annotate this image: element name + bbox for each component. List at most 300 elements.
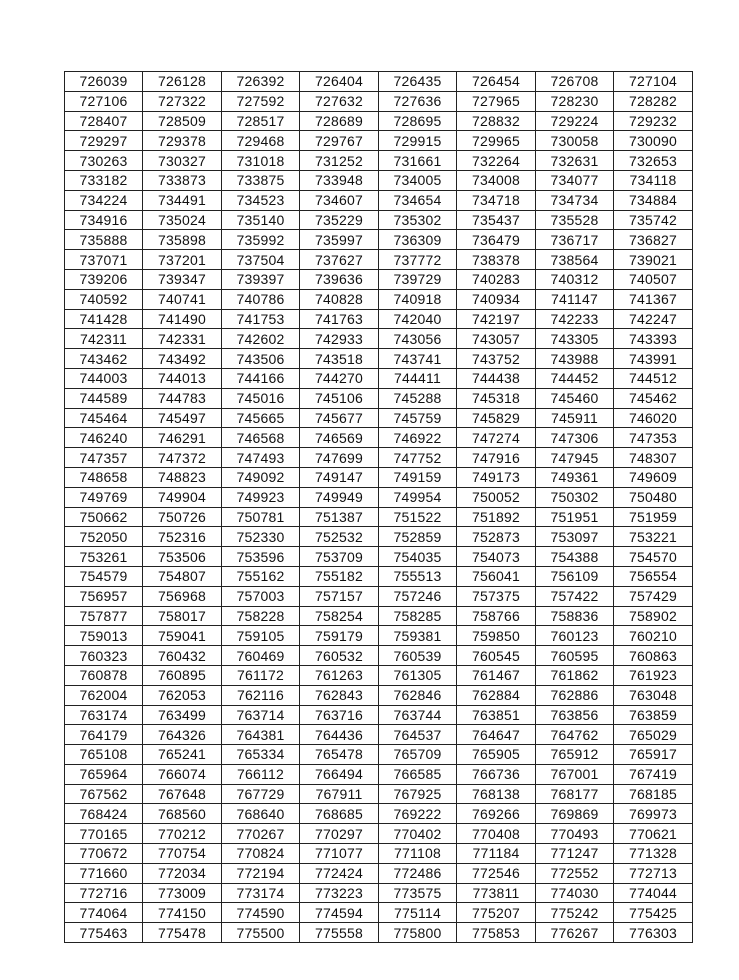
table-cell: 758017 [143,606,222,626]
table-cell: 756957 [65,586,143,606]
table-cell: 728230 [536,91,614,111]
table-cell: 742233 [536,309,614,329]
table-cell: 735898 [143,230,222,250]
table-cell: 731252 [300,151,379,171]
table-cell: 749147 [300,467,379,487]
table-cell: 728282 [614,91,693,111]
table-cell: 763716 [300,705,379,725]
table-cell: 734607 [300,190,379,210]
table-cell: 772486 [379,863,457,883]
table-cell: 760545 [457,646,536,666]
table-cell: 760123 [536,626,614,646]
table-cell: 757003 [222,586,300,606]
table-cell: 739021 [614,250,693,270]
table-cell: 746020 [614,408,693,428]
table-cell: 774150 [143,903,222,923]
table-row [65,646,693,666]
table-cell: 733873 [143,170,222,190]
table-row [65,170,693,190]
table-cell: 750662 [65,507,143,527]
table-cell: 759105 [222,626,300,646]
table-row [65,349,693,369]
table-cell: 736479 [457,230,536,250]
table-cell: 745016 [222,388,300,408]
table-cell: 734523 [222,190,300,210]
table-row [65,250,693,270]
table-cell: 770493 [536,824,614,844]
table-cell: 731018 [222,151,300,171]
table-cell: 729468 [222,131,300,151]
table-cell: 741428 [65,309,143,329]
table-cell: 756041 [457,566,536,586]
table-cell: 753221 [614,527,693,547]
table-cell: 743741 [379,349,457,369]
table-cell: 739397 [222,269,300,289]
table-cell: 751522 [379,507,457,527]
table-cell: 741490 [143,309,222,329]
table-cell: 766074 [143,764,222,784]
table-cell: 767925 [379,784,457,804]
table-row [65,269,693,289]
table-cell: 769973 [614,804,693,824]
table-cell: 756554 [614,566,693,586]
table-row [65,368,693,388]
table-cell: 757375 [457,586,536,606]
table-cell: 745464 [65,408,143,428]
table-cell: 760532 [300,646,379,666]
table-row [65,844,693,864]
table-cell: 737627 [300,250,379,270]
table-cell: 770754 [143,844,222,864]
table-cell: 735992 [222,230,300,250]
table-cell: 759179 [300,626,379,646]
table-row [65,467,693,487]
table-cell: 759041 [143,626,222,646]
table-cell: 735024 [143,210,222,230]
table-cell: 749949 [300,487,379,507]
table-cell: 740312 [536,269,614,289]
table-cell: 746922 [379,428,457,448]
table-cell: 744003 [65,368,143,388]
table-cell: 728517 [222,111,300,131]
table-cell: 754388 [536,547,614,567]
table-cell: 738378 [457,250,536,270]
table-cell: 761923 [614,665,693,685]
table-cell: 770402 [379,824,457,844]
table-cell: 765912 [536,745,614,765]
table-cell: 737201 [143,250,222,270]
table-cell: 743057 [457,329,536,349]
table-cell: 747752 [379,448,457,468]
table-cell: 760469 [222,646,300,666]
table-cell: 733875 [222,170,300,190]
table-cell: 742311 [65,329,143,349]
table-cell: 749923 [222,487,300,507]
table-cell: 734224 [65,190,143,210]
table-cell: 762846 [379,685,457,705]
table-cell: 745318 [457,388,536,408]
table-row [65,586,693,606]
table-cell: 768640 [222,804,300,824]
table-cell: 728695 [379,111,457,131]
table-cell: 744452 [536,368,614,388]
table-cell: 733948 [300,170,379,190]
table-cell: 752050 [65,527,143,547]
table-cell: 727592 [222,91,300,111]
table-cell: 729232 [614,111,693,131]
table-cell: 751959 [614,507,693,527]
table-cell: 728509 [143,111,222,131]
table-cell: 742247 [614,309,693,329]
table-cell: 753097 [536,527,614,547]
table-row [65,408,693,428]
table-cell: 758228 [222,606,300,626]
table-row [65,329,693,349]
table-cell: 733182 [65,170,143,190]
table-cell: 746240 [65,428,143,448]
table-cell: 773009 [143,883,222,903]
table-row [65,230,693,250]
table-cell: 772194 [222,863,300,883]
table-cell: 774044 [614,883,693,903]
table-cell: 753709 [300,547,379,567]
table-cell: 750480 [614,487,693,507]
table-row [65,527,693,547]
table-cell: 734916 [65,210,143,230]
table-cell: 747945 [536,448,614,468]
table-cell: 757429 [614,586,693,606]
table-cell: 761172 [222,665,300,685]
table-row [65,388,693,408]
table-cell: 762116 [222,685,300,705]
table-row [65,665,693,685]
table-cell: 758766 [457,606,536,626]
table-cell: 729297 [65,131,143,151]
table-cell: 750052 [457,487,536,507]
table-cell: 729915 [379,131,457,151]
table-cell: 773223 [300,883,379,903]
table-cell: 775853 [457,923,536,943]
table-cell: 734884 [614,190,693,210]
table-cell: 757877 [65,606,143,626]
table-cell: 771660 [65,863,143,883]
table-cell: 757246 [379,586,457,606]
table-cell: 765108 [65,745,143,765]
table-cell: 728689 [300,111,379,131]
table-cell: 762843 [300,685,379,705]
table-cell: 744589 [65,388,143,408]
table-cell: 741147 [536,289,614,309]
table-cell: 727322 [143,91,222,111]
table-row [65,764,693,784]
table-cell: 739347 [143,269,222,289]
table-cell: 753506 [143,547,222,567]
table-cell: 744166 [222,368,300,388]
table-cell: 745460 [536,388,614,408]
table-cell: 766112 [222,764,300,784]
table-cell: 736827 [614,230,693,250]
table-cell: 726454 [457,72,536,92]
table-cell: 775114 [379,903,457,923]
table-cell: 737772 [379,250,457,270]
table-cell: 760863 [614,646,693,666]
table-cell: 763499 [143,705,222,725]
table-cell: 757422 [536,586,614,606]
table-cell: 764326 [143,725,222,745]
table-cell: 755513 [379,566,457,586]
table-cell: 735229 [300,210,379,230]
table-row [65,824,693,844]
table-cell: 754579 [65,566,143,586]
table-cell: 766494 [300,764,379,784]
table-cell: 726435 [379,72,457,92]
table-cell: 727636 [379,91,457,111]
table-cell: 760323 [65,646,143,666]
table-cell: 762053 [143,685,222,705]
table-cell: 727104 [614,72,693,92]
table-cell: 769266 [457,804,536,824]
table-cell: 773811 [457,883,536,903]
table-cell: 747306 [536,428,614,448]
table-cell: 730090 [614,131,693,151]
table-cell: 755162 [222,566,300,586]
table-row [65,448,693,468]
table-row [65,626,693,646]
table-cell: 735888 [65,230,143,250]
table-cell: 743462 [65,349,143,369]
table-cell: 762884 [457,685,536,705]
table-cell: 763851 [457,705,536,725]
table-cell: 760539 [379,646,457,666]
table-cell: 742602 [222,329,300,349]
table-cell: 770267 [222,824,300,844]
table-cell: 743518 [300,349,379,369]
table-cell: 729965 [457,131,536,151]
table-cell: 745106 [300,388,379,408]
table-cell: 751951 [536,507,614,527]
table-cell: 760210 [614,626,693,646]
table-cell: 760878 [65,665,143,685]
table-cell: 767729 [222,784,300,804]
table-cell: 749954 [379,487,457,507]
table-cell: 765478 [300,745,379,765]
number-table-body [65,72,693,943]
table-row [65,210,693,230]
table-cell: 750726 [143,507,222,527]
table-cell: 745288 [379,388,457,408]
table-cell: 764179 [65,725,143,745]
table-cell: 740592 [65,289,143,309]
table-cell: 740741 [143,289,222,309]
table-cell: 739206 [65,269,143,289]
table-cell: 744783 [143,388,222,408]
table-cell: 761263 [300,665,379,685]
table-row [65,131,693,151]
table-row [65,784,693,804]
table-row [65,91,693,111]
table-cell: 770824 [222,844,300,864]
table-cell: 745829 [457,408,536,428]
table-cell: 736717 [536,230,614,250]
table-cell: 767911 [300,784,379,804]
table-cell: 753261 [65,547,143,567]
table-cell: 749173 [457,467,536,487]
table-cell: 754073 [457,547,536,567]
table-cell: 734734 [536,190,614,210]
table-cell: 762004 [65,685,143,705]
table-cell: 765917 [614,745,693,765]
table-cell: 737504 [222,250,300,270]
table-cell: 764762 [536,725,614,745]
table-cell: 752316 [143,527,222,547]
table-cell: 771328 [614,844,693,864]
table-cell: 745497 [143,408,222,428]
table-cell: 728832 [457,111,536,131]
table-cell: 740283 [457,269,536,289]
table-row [65,487,693,507]
table-cell: 752532 [300,527,379,547]
table-cell: 752330 [222,527,300,547]
table-cell: 763744 [379,705,457,725]
table-cell: 767648 [143,784,222,804]
table-cell: 727632 [300,91,379,111]
table-row [65,547,693,567]
table-cell: 763856 [536,705,614,725]
table-cell: 749159 [379,467,457,487]
table-cell: 761305 [379,665,457,685]
table-cell: 775425 [614,903,693,923]
table-cell: 747372 [143,448,222,468]
table-cell: 772552 [536,863,614,883]
table-cell: 735140 [222,210,300,230]
table-cell: 749092 [222,467,300,487]
table-cell: 744512 [614,368,693,388]
table-cell: 737071 [65,250,143,270]
table-cell: 770297 [300,824,379,844]
table-cell: 759850 [457,626,536,646]
table-cell: 734118 [614,170,693,190]
table-cell: 734005 [379,170,457,190]
table-cell: 745665 [222,408,300,428]
table-cell: 726392 [222,72,300,92]
table-cell: 775207 [457,903,536,923]
table-row [65,289,693,309]
table-row [65,428,693,448]
table-cell: 765905 [457,745,536,765]
table-cell: 775463 [65,923,143,943]
table-cell: 749609 [614,467,693,487]
number-table [64,71,693,943]
table-cell: 757157 [300,586,379,606]
table-cell: 726404 [300,72,379,92]
table-cell: 743506 [222,349,300,369]
table-cell: 766736 [457,764,536,784]
table-cell: 756109 [536,566,614,586]
table-cell: 764381 [222,725,300,745]
table-cell: 727106 [65,91,143,111]
table-cell: 760895 [143,665,222,685]
table-cell: 735997 [300,230,379,250]
table-cell: 739729 [379,269,457,289]
table-cell: 729767 [300,131,379,151]
table-cell: 746291 [143,428,222,448]
table-cell: 750302 [536,487,614,507]
table-cell: 739636 [300,269,379,289]
table-cell: 775478 [143,923,222,943]
table-cell: 742197 [457,309,536,329]
table-cell: 741367 [614,289,693,309]
table-cell: 771077 [300,844,379,864]
table-cell: 749769 [65,487,143,507]
table-row [65,923,693,943]
table-cell: 758902 [614,606,693,626]
table-cell: 758254 [300,606,379,626]
table-cell: 774030 [536,883,614,903]
table-cell: 728407 [65,111,143,131]
table-cell: 758836 [536,606,614,626]
table-cell: 748658 [65,467,143,487]
table-cell: 770408 [457,824,536,844]
table-cell: 772034 [143,863,222,883]
table-row [65,883,693,903]
table-row [65,606,693,626]
table-cell: 767001 [536,764,614,784]
table-cell: 772424 [300,863,379,883]
table-cell: 740828 [300,289,379,309]
table-cell: 765029 [614,725,693,745]
table-cell: 763048 [614,685,693,705]
table-cell: 740786 [222,289,300,309]
table-cell: 768424 [65,804,143,824]
table-cell: 767562 [65,784,143,804]
table-cell: 730263 [65,151,143,171]
table-cell: 743305 [536,329,614,349]
table-cell: 752873 [457,527,536,547]
table-cell: 745759 [379,408,457,428]
table-cell: 756968 [143,586,222,606]
table-cell: 745677 [300,408,379,428]
table-cell: 774590 [222,903,300,923]
table-cell: 768177 [536,784,614,804]
table-cell: 759013 [65,626,143,646]
table-cell: 764537 [379,725,457,745]
table-cell: 730327 [143,151,222,171]
table-cell: 740934 [457,289,536,309]
table-row [65,309,693,329]
table-cell: 742040 [379,309,457,329]
table-cell: 771247 [536,844,614,864]
table-cell: 744270 [300,368,379,388]
table-cell: 743393 [614,329,693,349]
table-cell: 759381 [379,626,457,646]
table-cell: 748823 [143,467,222,487]
table-cell: 741753 [222,309,300,329]
table-cell: 735302 [379,210,457,230]
table-cell: 758285 [379,606,457,626]
table-cell: 747353 [614,428,693,448]
table-row [65,705,693,725]
table-cell: 730058 [536,131,614,151]
table-cell: 765334 [222,745,300,765]
table-cell: 776303 [614,923,693,943]
table-cell: 774594 [300,903,379,923]
table-cell: 764647 [457,725,536,745]
table-cell: 761467 [457,665,536,685]
table-cell: 746568 [222,428,300,448]
table-cell: 747357 [65,448,143,468]
table-cell: 765241 [143,745,222,765]
table-cell: 732631 [536,151,614,171]
